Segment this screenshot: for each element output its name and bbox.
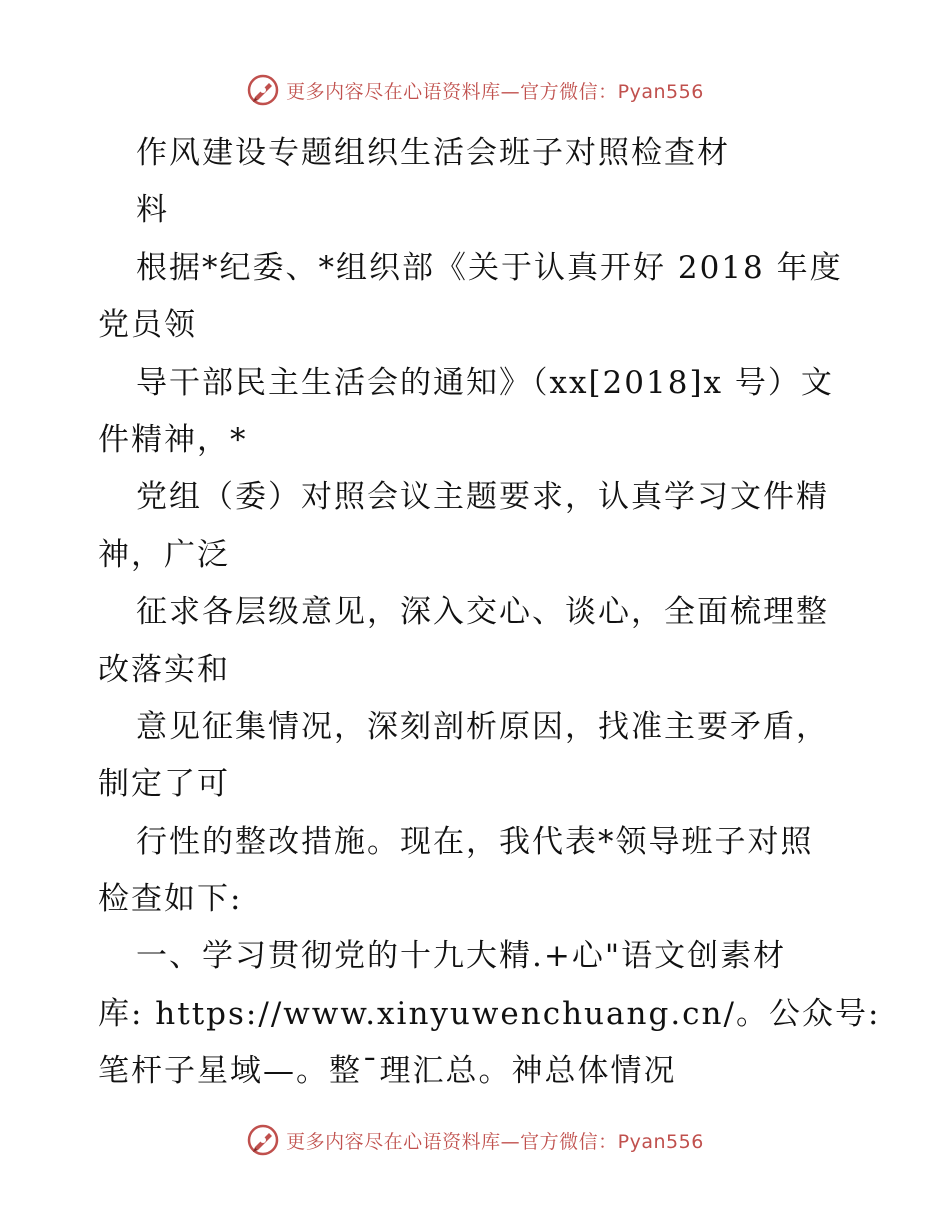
watermark-text: 更多内容尽在心语资料库—官方微信：Pyan556: [286, 80, 704, 103]
header-watermark: [0, 70, 950, 110]
text-line: 制定了可: [98, 766, 230, 803]
text-line: 意见征集情况，深刻剖析原因，找准主要矛盾，: [136, 708, 829, 745]
text-line: 神，广泛: [98, 536, 230, 573]
text-line: 一、学习贯彻党的十九大精.+心"语文创素材: [136, 938, 787, 975]
text-line: 导干部民主生活会的通知》（xx[2018]x 号）文: [136, 364, 834, 401]
pen-logo-icon: [246, 73, 280, 107]
footer-watermark: [0, 1120, 950, 1160]
text-line: 件精神，*: [98, 421, 248, 458]
text-line: 检查如下:: [98, 881, 243, 918]
watermark-text: 更多内容尽在心语资料库—官方微信：Pyan556: [286, 1130, 704, 1153]
text-line: 笔杆子星域—。整¯理汇总。神总体情况: [98, 1053, 677, 1090]
document-body: [98, 125, 881, 1101]
text-line: 党员领: [98, 307, 197, 344]
text-line: 根据*纪委、*组织部《关于认真开好 2018 年度: [136, 249, 843, 286]
text-line: 征求各层级意见，深入交心、谈心，全面梳理整: [136, 594, 829, 631]
text-line: 党组（委）对照会议主题要求，认真学习文件精: [136, 479, 829, 516]
text-line: 改落实和: [98, 651, 230, 688]
text-line: 料: [136, 192, 169, 229]
pen-logo-icon: [246, 1123, 280, 1157]
text-line: 库: https://www.xinyuwenchuang.cn/。公众号:: [98, 995, 881, 1032]
text-line: 行性的整改措施。现在，我代表*领导班子对照: [136, 823, 814, 860]
text-line: 作风建设专题组织生活会班子对照检查材: [136, 135, 730, 171]
